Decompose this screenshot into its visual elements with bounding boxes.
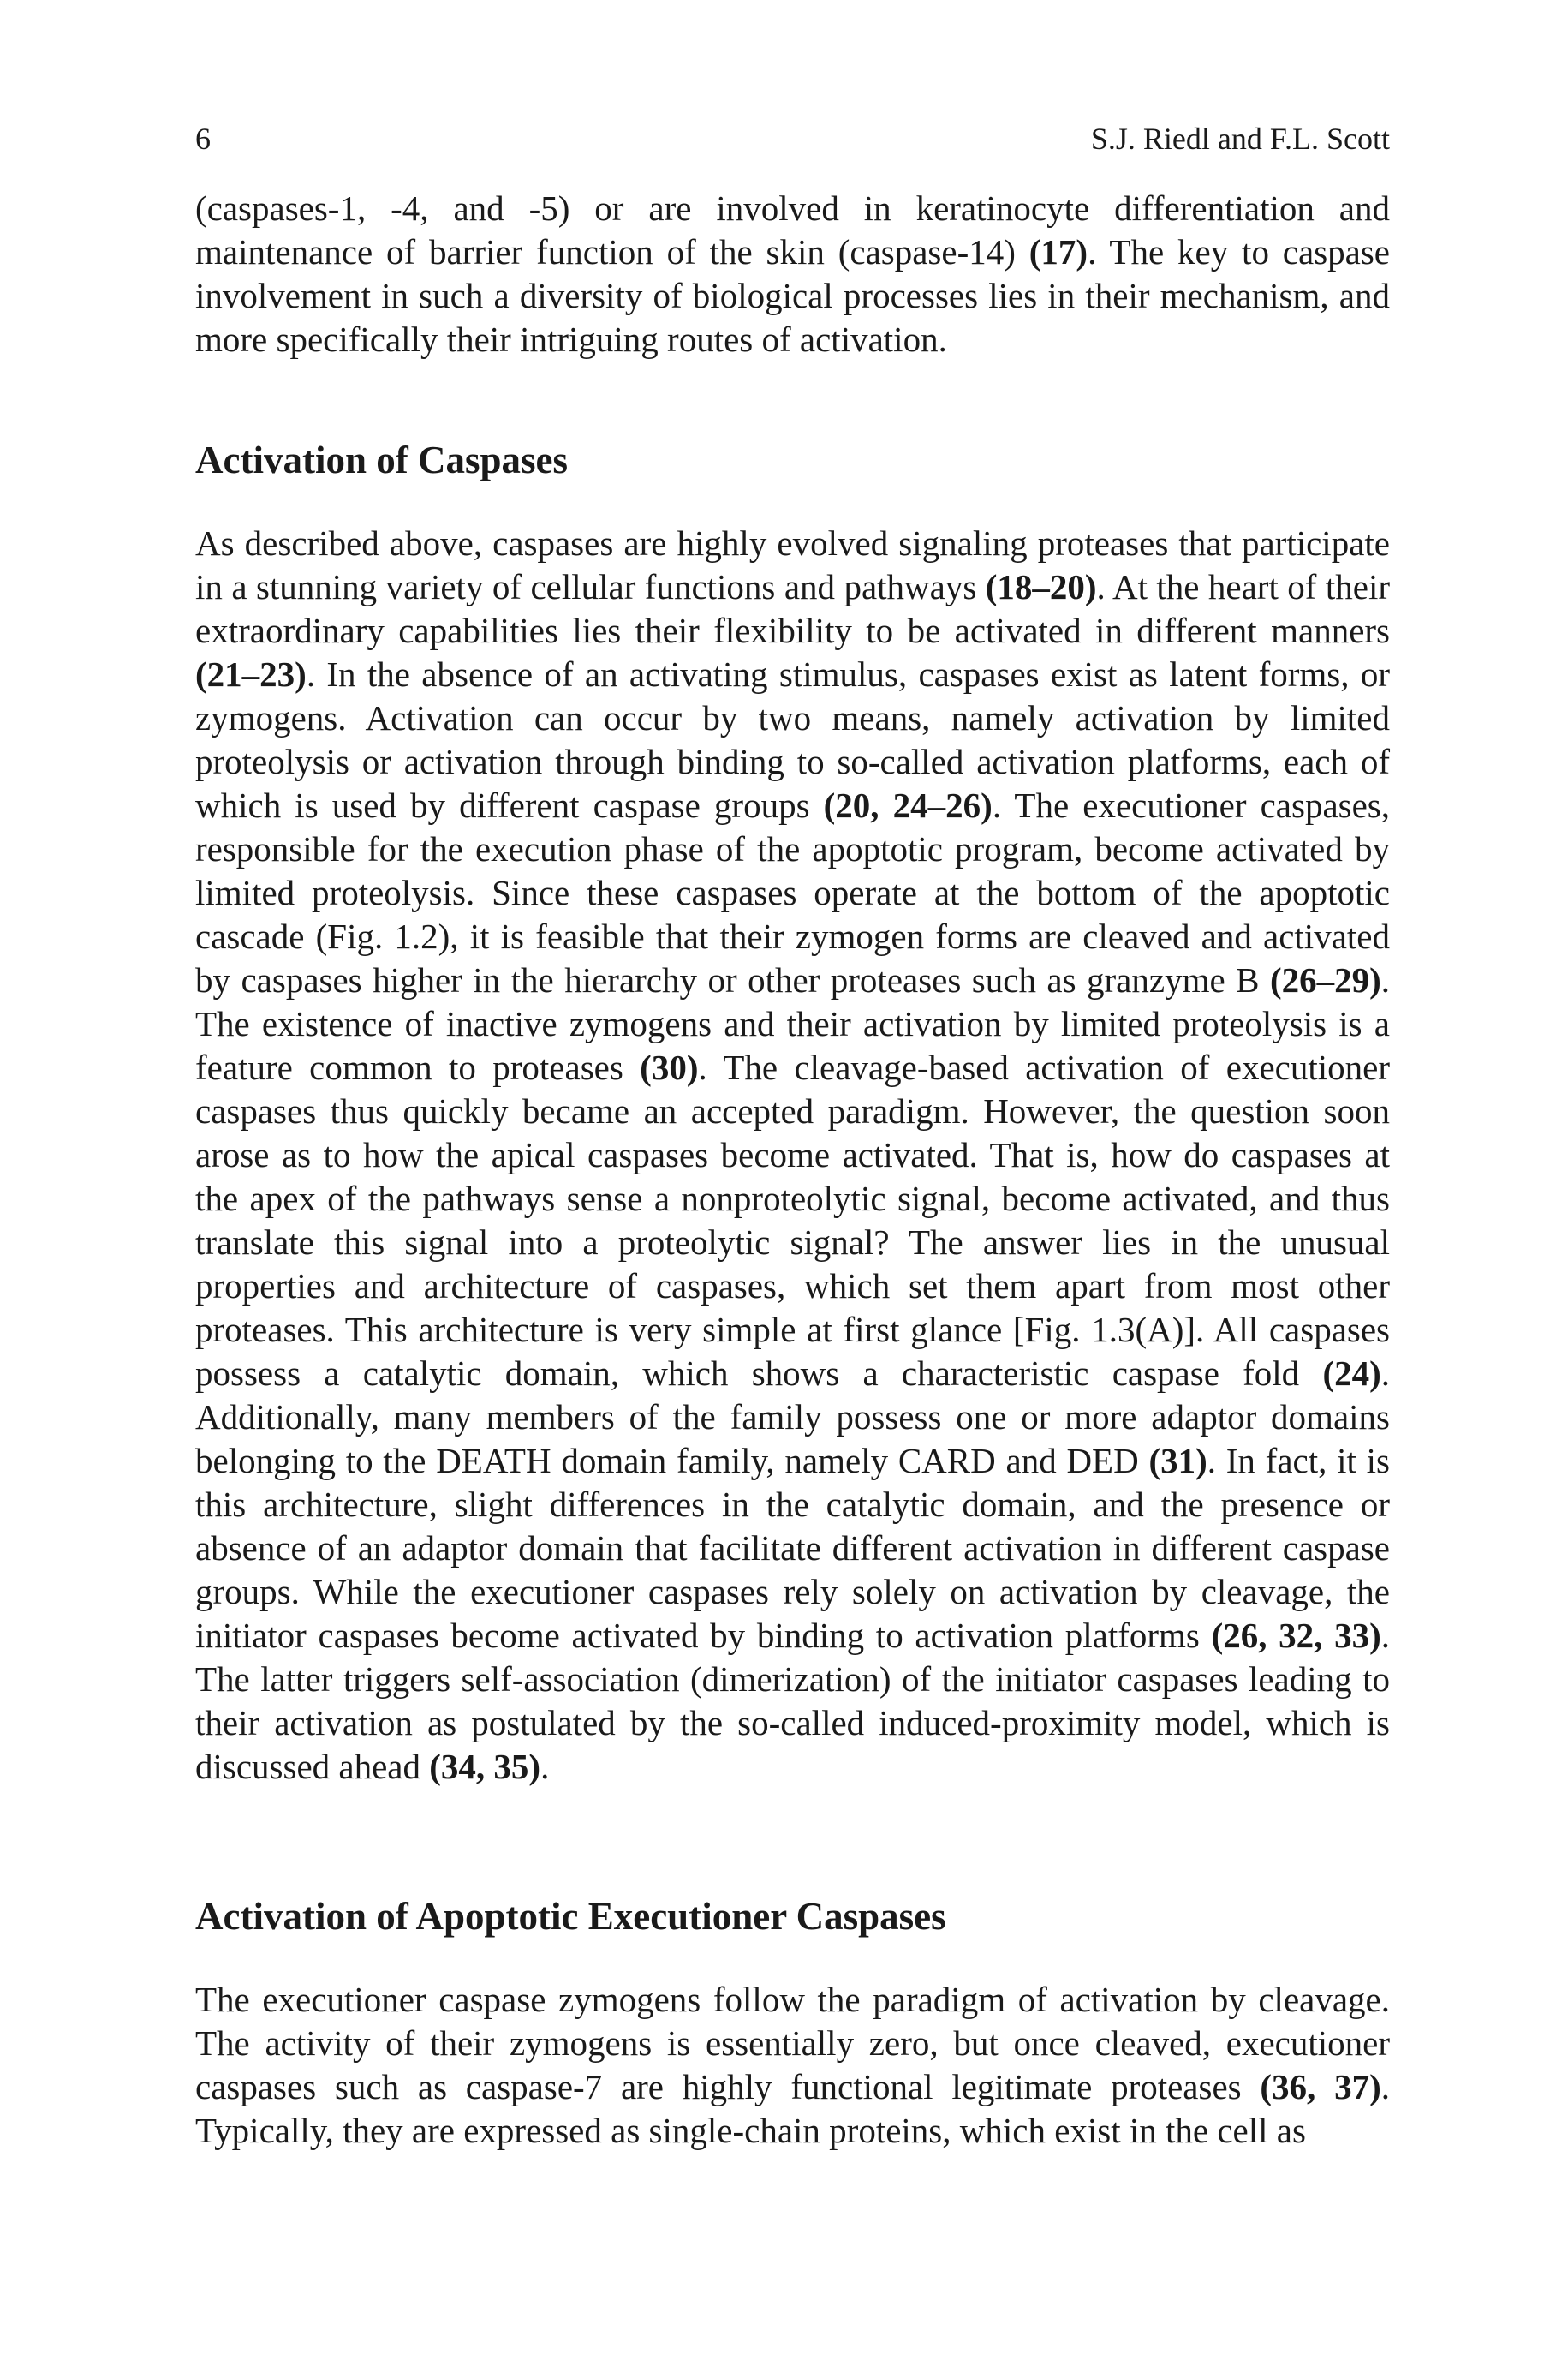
section-heading-activation-of-caspases: Activation of Caspases [195,439,568,481]
section-1-paragraph [195,522,1390,1789]
intro-paragraph [195,187,1390,361]
paragraph-text: . In fact, it is this architecture, slight differences in the catalytic domain, and the presence or absence of an adaptor domain that facilitate different activation in different caspase groups. While the executioner caspases rely solely on activation by cleavage, the initiator caspases become activated by binding to activation platforms [195,1441,1390,1655]
paragraph-text: . Additionally, many members of the family possess one or more adaptor domains belonging to the DEATH domain family, namely CARD and DED [195,1353,1390,1480]
running-head-authors: S.J. Riedl and F.L. Scott [1090,122,1390,156]
section-heading-executioner-caspases: Activation of Apoptotic Executioner Caspases [195,1895,946,1938]
citation: (36, 37) [1260,2067,1381,2106]
paragraph-text: . [540,1747,550,1786]
intro-text: . The key to caspase involvement in such a diversity of biological processes lies in their mechanism, and more specifically their intriguing routes of activation. [195,232,1391,359]
paragraph-text: . At the heart of their extraordinary capabilities lies their flexibility to be activated in different manners [195,567,1390,650]
paragraph-text: As described above, caspases are highly evolved signaling proteases that participate in a stunning variety of cellular functions and pathways [195,523,1390,606]
citation: (31) [1148,1441,1207,1480]
citation: (18–20) [985,567,1097,606]
paragraph-text: . In the absence of an activating stimulus, caspases exist as latent forms, or zymogens. Activation can occur by two means, namely activation by limited proteolysis or activation through binding to so-called activation platforms, each of which is used by different caspase groups [195,654,1390,825]
citation: (17) [1028,232,1088,272]
paragraph-text: . Typically, they are expressed as single-chain proteins, which exist in the cell as [195,2067,1390,2150]
citation: (21–23) [195,654,307,694]
page [195,120,1390,2153]
citation: (26, 32, 33) [1211,1616,1381,1655]
page-number: 6 [195,122,211,156]
citation: (20, 24–26) [823,786,993,825]
paragraph-text: . The executioner caspases, responsible for the execution phase of the apoptotic program, become activated by limited proteolysis. Since these caspases operate at the bottom of the apoptotic cascade (Fig. 1.2), it is feasible that their zymogen forms are cleaved and activated by caspases higher in the hierarchy or other proteases such as granzyme B [195,786,1391,1000]
citation: (24) [1322,1353,1381,1393]
paragraph-text: . The latter triggers self-association (dimerization) of the initiator caspases leading to their activation as postulated by the so-called induced-proximity model, which is discussed ahead [195,1616,1390,1786]
paragraph-text: . The existence of inactive zymogens and their activation by limited proteolysis is a feature common to proteases [195,960,1390,1087]
paragraph-text: . The cleavage-based activation of executioner caspases thus quickly became an accepted paradigm. However, the question soon arose as to how the apical caspases become activated. That is, how do caspases at the apex of the pathways sense a nonproteolytic signal, become activated, and thus translate this signal into a proteolytic signal? The answer lies in the unusual properties and architecture of caspases, which set them apart from most other proteases. This architecture is very simple at first glance [Fig. 1.3(A)]. All caspases possess a catalytic domain, which shows a characteristic caspase fold [195,1048,1390,1393]
citation: (34, 35) [429,1747,541,1786]
intro-text: (caspases-1, -4, and -5) or are involved in keratinocyte differentiation and maintenance of barrier function of the skin (caspase-14) [195,188,1390,272]
paragraph-text: The executioner caspase zymogens follow the paradigm of activation by cleavage. The activity of their zymogens is essentially zero, but once cleaved, executioner caspases such as caspase-7 are highly functional legitimate proteases [195,1980,1390,2106]
section-2-paragraph [195,1978,1390,2153]
citation: (26–29) [1269,960,1381,1000]
running-head [195,120,1390,158]
citation: (30) [640,1048,699,1087]
